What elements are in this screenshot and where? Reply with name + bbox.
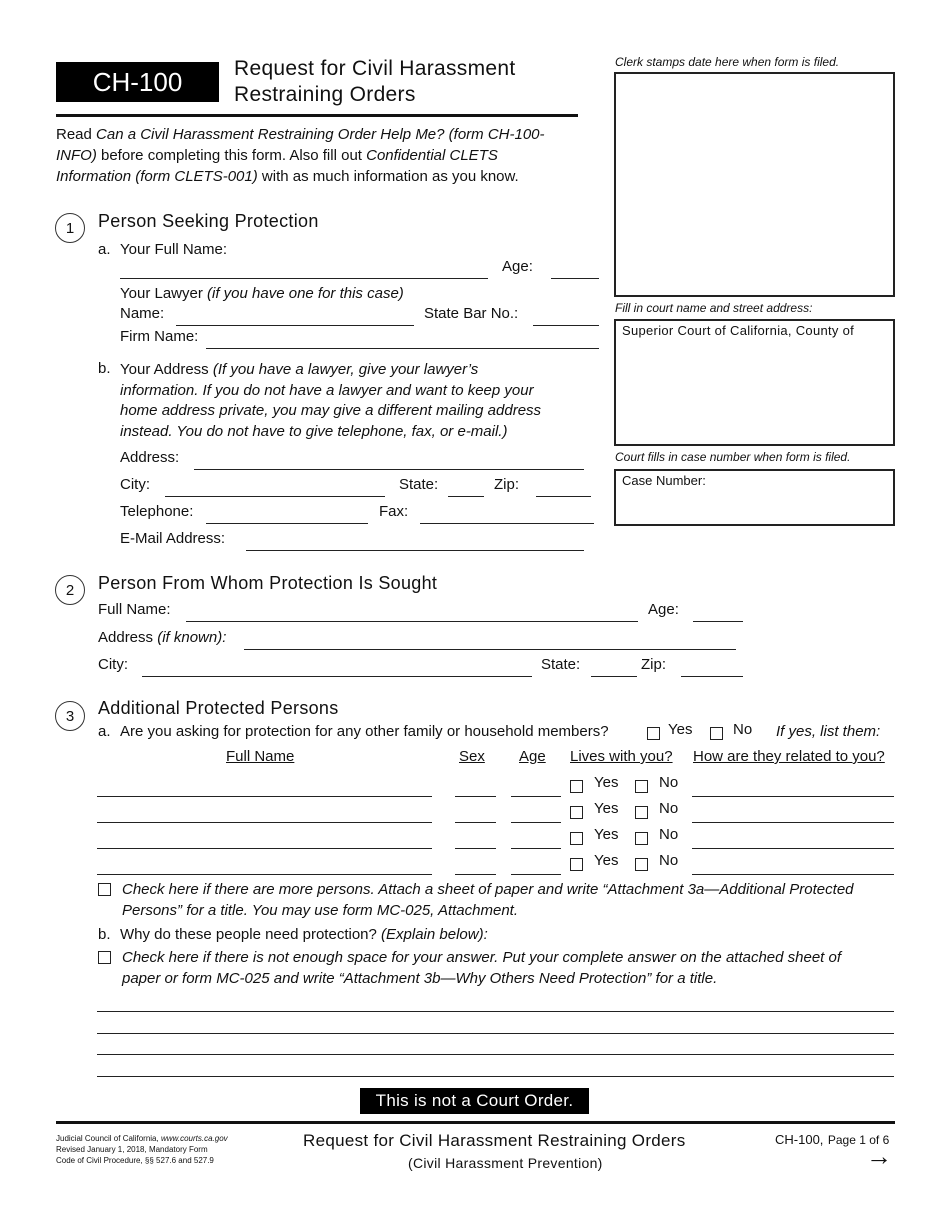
s2-address-input[interactable] — [244, 649, 736, 650]
row4-relation-input[interactable] — [692, 874, 894, 875]
row3-no-label: No — [659, 826, 679, 843]
s1-lawyer-label — [120, 285, 404, 302]
footer-page: Page 1 of 6 — [827, 1133, 890, 1147]
s1-telephone-label: Telephone: — [120, 503, 194, 520]
s1-address-note4: instead. You do not have to give telephone, fax, or e-mail.) — [120, 422, 508, 440]
form-title-line1: Request for Civil Harassment — [234, 57, 516, 80]
row4-yes-label: Yes — [594, 852, 619, 869]
col-lives-with-you: Lives with you? — [570, 748, 673, 765]
row1-name-input[interactable] — [97, 796, 432, 797]
intro-doc2b: Information (form CLETS-001) — [56, 168, 258, 185]
s2-zip-input[interactable] — [681, 676, 743, 677]
row4-no-label: No — [659, 852, 679, 869]
more-persons-checkbox[interactable] — [98, 883, 111, 896]
explain-line-3[interactable] — [97, 1054, 894, 1055]
s2-zip-label: Zip: — [641, 656, 667, 673]
more-persons-text — [122, 879, 854, 921]
s2-full-name-input[interactable] — [186, 621, 638, 622]
footer-left — [56, 1133, 228, 1166]
footer-revised: Revised January 1, 2018, Mandatory Form — [56, 1145, 208, 1154]
footer-form-code: CH-100, — [775, 1132, 824, 1147]
row1-no-checkbox[interactable] — [635, 780, 648, 793]
s1-firm-label: Firm Name: — [120, 328, 199, 345]
footer-site[interactable]: www.courts.ca.gov — [160, 1134, 228, 1143]
s3-yes-checkbox[interactable] — [647, 727, 660, 740]
s1-firm-input[interactable] — [206, 348, 599, 349]
s1-state-bar-label: State Bar No.: — [424, 305, 519, 322]
intro-mid: before completing this form. Also fill out — [96, 147, 367, 164]
s1-city-input[interactable] — [165, 496, 385, 497]
s3-a-letter: a. — [98, 723, 111, 740]
row2-no-label: No — [659, 800, 679, 817]
s3-if-yes: If yes, list them: — [776, 723, 881, 740]
row1-no-label: No — [659, 774, 679, 791]
court-name-label: Fill in court name and street address: — [615, 301, 813, 315]
footer-council: Judicial Council of California, — [56, 1134, 159, 1143]
s1-address-note2: information. If you do not have a lawyer and want to keep your — [120, 381, 534, 399]
not-enough-space-line2: paper or form MC-025 and write “Attachment 3b—Why Others Need Protection” for a title. — [122, 970, 718, 987]
row4-yes-checkbox[interactable] — [570, 858, 583, 871]
row1-yes-checkbox[interactable] — [570, 780, 583, 793]
s1-address-head: Your Address — [120, 361, 209, 378]
row2-yes-checkbox[interactable] — [570, 806, 583, 819]
section1-number: 1 — [55, 213, 85, 243]
row2-no-checkbox[interactable] — [635, 806, 648, 819]
row2-name-input[interactable] — [97, 822, 432, 823]
s1-state-input[interactable] — [448, 496, 484, 497]
explain-line-4[interactable] — [97, 1076, 894, 1077]
s1-address-label: Address: — [120, 449, 180, 466]
s3-why-label — [120, 926, 488, 943]
row1-yes-label: Yes — [594, 774, 619, 791]
row3-no-checkbox[interactable] — [635, 832, 648, 845]
s2-address-label — [98, 629, 226, 646]
s1-full-name-label: Your Full Name: — [120, 241, 227, 258]
s1-city-label: City: — [120, 476, 150, 493]
row4-age-input[interactable] — [511, 874, 561, 875]
s1-fax-label: Fax: — [379, 503, 409, 520]
not-court-order-text: This is not a Court Order. — [375, 1091, 574, 1110]
s3-why: Why do these people need protection? — [120, 926, 377, 943]
not-enough-space-text — [122, 947, 841, 989]
s2-state-label: State: — [541, 656, 581, 673]
s1-email-input[interactable] — [246, 550, 584, 551]
row4-no-checkbox[interactable] — [635, 858, 648, 871]
section3-title: Additional Protected Persons — [98, 698, 339, 718]
col-relationship: How are they related to you? — [693, 748, 885, 765]
s1-lawyer: Your Lawyer — [120, 285, 203, 302]
footer-rule — [56, 1121, 895, 1124]
row4-name-input[interactable] — [97, 874, 432, 875]
more-persons-line2: Persons” for a title. You may use form MC-025, Attachment. — [122, 902, 518, 919]
col-age: Age — [519, 748, 546, 765]
explain-line-1[interactable] — [97, 1011, 894, 1012]
s1-state-label: State: — [399, 476, 439, 493]
s3-no-checkbox[interactable] — [710, 727, 723, 740]
s1-address-input[interactable] — [194, 469, 584, 470]
s3-why-note: (Explain below): — [381, 926, 488, 943]
not-court-order-banner — [360, 1088, 589, 1114]
case-number-label: Court fills in case number when form is filed. — [615, 450, 851, 464]
s1-address-note3: home address private, you may give a different mailing address — [120, 402, 542, 419]
row1-age-input[interactable] — [511, 796, 561, 797]
row2-sex-input[interactable] — [455, 822, 496, 823]
clerk-stamp-box — [614, 72, 895, 297]
footer-title: Request for Civil Harassment Restraining Orders — [303, 1131, 686, 1150]
intro-paragraph — [56, 124, 586, 187]
not-enough-space-line1: Check here if there is not enough space for your answer. Put your complete answer on the attached sheet of — [122, 949, 842, 966]
explain-line-2[interactable] — [97, 1033, 894, 1034]
header-rule — [56, 114, 578, 117]
s1-state-bar-input[interactable] — [533, 325, 599, 326]
s2-address: Address — [98, 629, 154, 646]
intro-end: with as much information as you know. — [257, 168, 519, 185]
s2-state-input[interactable] — [591, 676, 637, 677]
s3-yes-label: Yes — [668, 721, 693, 738]
s1-b-letter: b. — [98, 360, 111, 377]
row3-sex-input[interactable] — [455, 848, 496, 849]
s2-address-note: (if known): — [157, 629, 227, 646]
s2-full-name-label: Full Name: — [98, 601, 171, 618]
row3-yes-checkbox[interactable] — [570, 832, 583, 845]
s3-no-label: No — [733, 721, 753, 738]
case-number-field: Case Number: — [622, 473, 706, 488]
intro-doc2: Confidential CLETS — [366, 147, 498, 164]
section3-number: 3 — [55, 701, 85, 731]
s1-a-letter: a. — [98, 241, 111, 258]
col-full-name: Full Name — [226, 748, 295, 765]
intro-read: Read — [56, 126, 97, 143]
row2-age-input[interactable] — [511, 822, 561, 823]
s2-city-input[interactable] — [142, 676, 532, 677]
s1-age-input[interactable] — [551, 278, 599, 279]
s2-age-input[interactable] — [693, 621, 743, 622]
row4-sex-input[interactable] — [455, 874, 496, 875]
s1-address-instructions — [120, 360, 541, 442]
section1-title: Person Seeking Protection — [98, 211, 319, 231]
section2-title: Person From Whom Protection Is Sought — [98, 573, 438, 593]
row3-name-input[interactable] — [97, 848, 432, 849]
footer-code: Code of Civil Procedure, §§ 527.6 and 527.9 — [56, 1156, 214, 1165]
s1-lawyer-name-label: Name: — [120, 305, 165, 322]
row1-relation-input[interactable] — [692, 796, 894, 797]
more-persons-line1: Check here if there are more persons. Attach a sheet of paper and write “Attachment 3a—Additional Protected — [122, 881, 854, 898]
court-name-value: Superior Court of California, County of — [622, 323, 855, 338]
row3-yes-label: Yes — [594, 826, 619, 843]
section2-number: 2 — [55, 575, 85, 605]
form-code-badge — [56, 62, 219, 102]
s2-city-label: City: — [98, 656, 128, 673]
s3-question: Are you asking for protection for any other family or household members? — [120, 723, 609, 740]
s1-fax-input[interactable] — [420, 523, 594, 524]
not-enough-space-checkbox[interactable] — [98, 951, 111, 964]
form-code: CH-100 — [92, 66, 183, 97]
s1-full-name-input[interactable] — [120, 278, 488, 279]
s1-zip-label: Zip: — [494, 476, 520, 493]
s3-b-letter: b. — [98, 926, 111, 943]
s1-email-label: E-Mail Address: — [120, 530, 226, 547]
s1-telephone-input[interactable] — [206, 523, 368, 524]
s1-age-label: Age: — [502, 258, 533, 275]
s2-age-label: Age: — [648, 601, 679, 618]
row2-yes-label: Yes — [594, 800, 619, 817]
court-name-box[interactable] — [614, 319, 895, 446]
case-number-box[interactable] — [614, 469, 895, 526]
form-title — [234, 56, 516, 108]
s1-lawyer-name-input[interactable] — [176, 325, 414, 326]
row2-relation-input[interactable] — [692, 822, 894, 823]
next-page-arrow-icon[interactable]: → — [866, 1141, 892, 1171]
clerk-stamp-label: Clerk stamps date here when form is filed. — [615, 55, 840, 69]
intro-doc1b: INFO) — [56, 147, 97, 164]
footer-subtitle: (Civil Harassment Prevention) — [408, 1155, 603, 1171]
row3-relation-input[interactable] — [692, 848, 894, 849]
intro-doc1: Can a Civil Harassment Restraining Order Help Me? (form CH-100- — [96, 126, 545, 143]
s1-zip-input[interactable] — [536, 496, 591, 497]
s1-address-note1: (If you have a lawyer, give your lawyer’s — [212, 361, 479, 378]
form-title-line2: Restraining Orders — [234, 83, 416, 106]
row3-age-input[interactable] — [511, 848, 561, 849]
col-sex: Sex — [459, 748, 485, 765]
row1-sex-input[interactable] — [455, 796, 496, 797]
s1-lawyer-note: (if you have one for this case) — [207, 285, 404, 302]
